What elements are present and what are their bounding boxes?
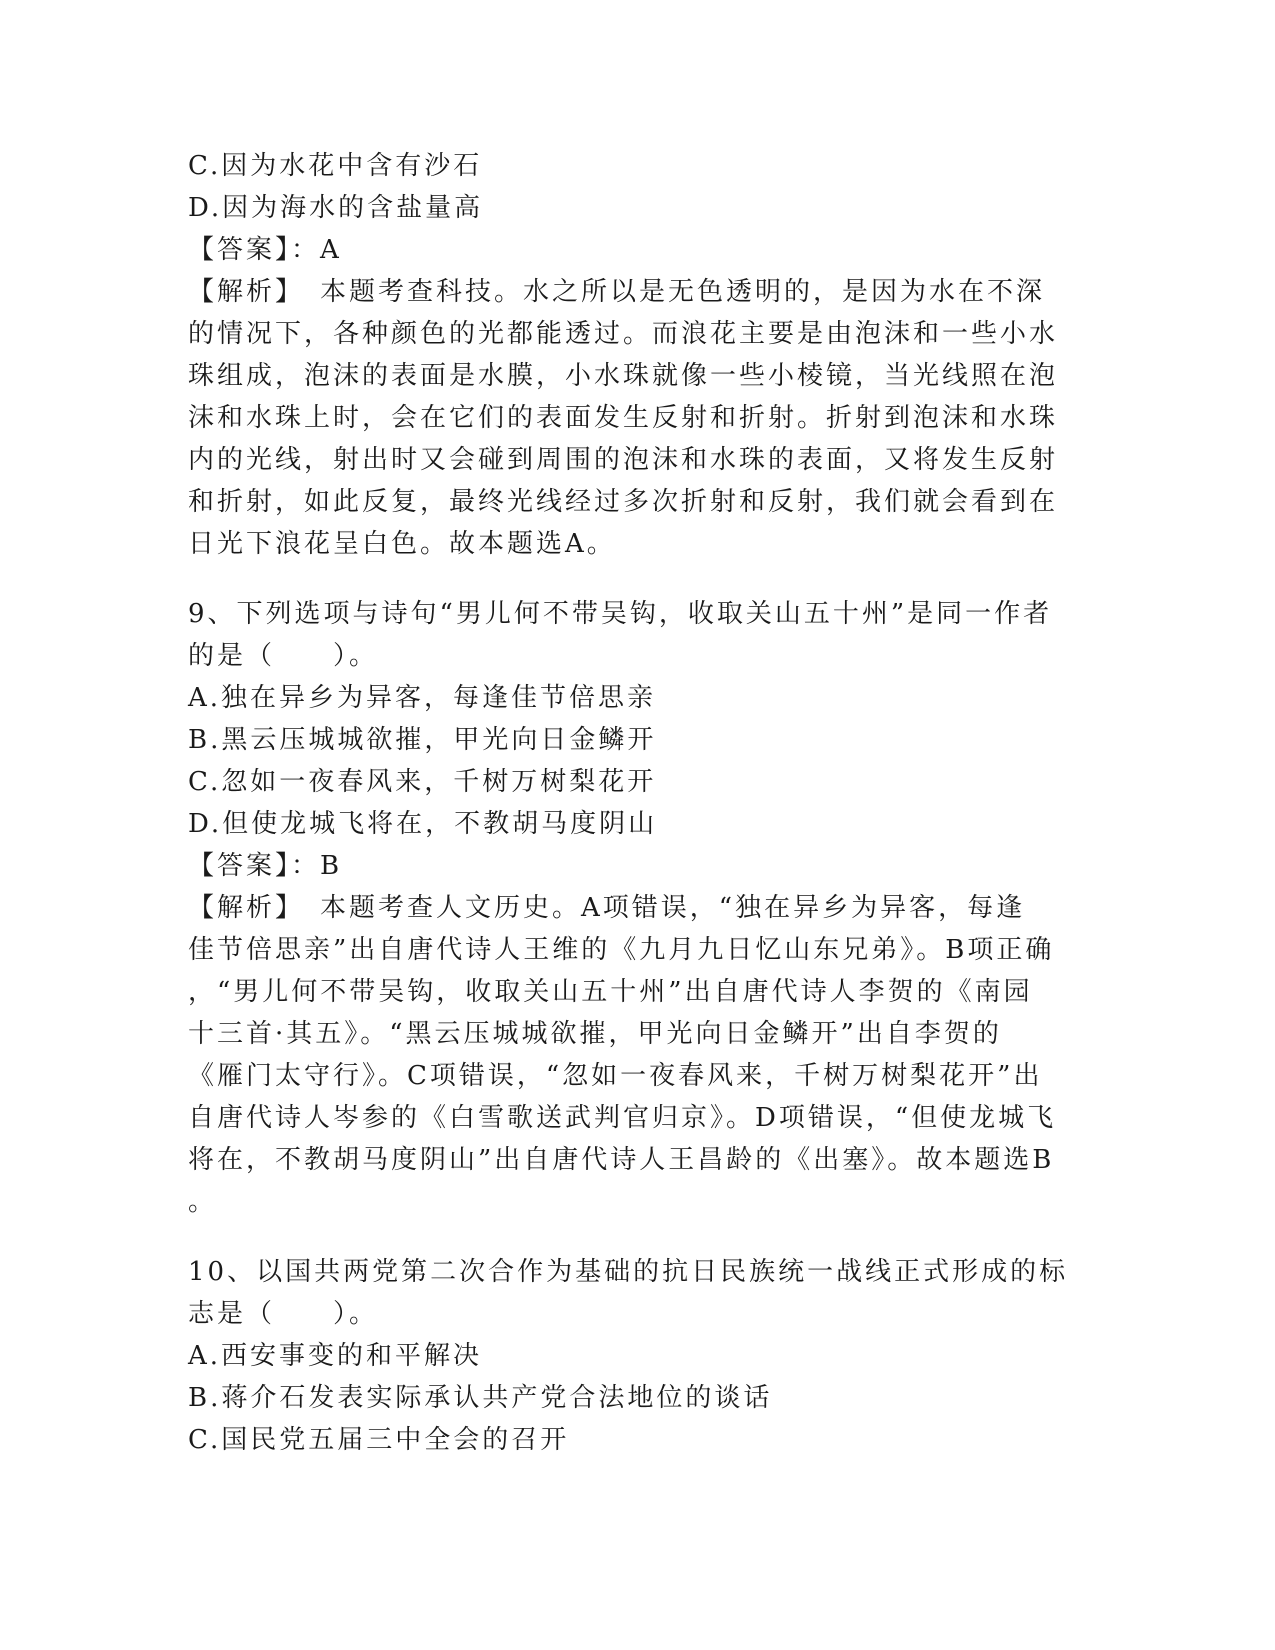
analysis-line: 的情况下，各种颜色的光都能透过。而浪花主要是由泡沫和一些小水 [188, 319, 1059, 349]
analysis-line: 和折射，如此反复，最终光线经过多次折射和反射，我们就会看到在 [188, 487, 1059, 517]
spacer [188, 565, 1088, 593]
question-stem: 9、下列选项与诗句“男儿何不带吴钩，收取关山五十州”是同一作者 [188, 599, 1053, 629]
option-b: B.蒋介石发表实际承认共产党合法地位的谈话 [188, 1383, 773, 1413]
option-c: C.国民党五届三中全会的召开 [188, 1425, 570, 1455]
prev-question [188, 145, 1088, 565]
spacer [188, 1223, 1088, 1251]
analysis-line: 将在，不教胡马度阴山”出自唐代诗人王昌龄的《出塞》。故本题选B [188, 1145, 1055, 1175]
question-9 [188, 593, 1088, 1223]
analysis-line: 珠组成，泡沫的表面是水膜，小水珠就像一些小棱镜，当光线照在泡 [188, 361, 1059, 391]
question-stem: 的是（ ）。 [188, 641, 379, 671]
option-b: B.黑云压城城欲摧，甲光向日金鳞开 [188, 725, 657, 755]
option-c: C.忽如一夜春风来，千树万树梨花开 [188, 767, 657, 797]
question-10 [188, 1251, 1088, 1461]
option-d: D.但使龙城飞将在，不教胡马度阴山 [188, 809, 658, 839]
analysis-line: 《雁门太守行》。C项错误，“忽如一夜春风来，千树万树梨花开”出 [188, 1061, 1043, 1091]
analysis [188, 887, 1088, 1223]
analysis [188, 271, 1088, 565]
analysis-line: 【解析】 本题考查人文历史。A项错误，“独在异乡为异客，每逢 [188, 893, 1026, 923]
option-a: A.独在异乡为异客，每逢佳节倍思亲 [188, 683, 657, 713]
question-stem: 志是（ ）。 [188, 1299, 379, 1329]
option-a: A.西安事变的和平解决 [188, 1341, 483, 1371]
option-c: C.因为水花中含有沙石 [188, 151, 483, 181]
answer: 【答案】：B [188, 851, 343, 881]
question-stem: 10、以国共两党第二次合作为基础的抗日民族统一战线正式形成的标 [188, 1257, 1069, 1287]
analysis-line: 佳节倍思亲”出自唐代诗人王维的《九月九日忆山东兄弟》。B项正确 [188, 935, 1055, 965]
analysis-line: 。 [188, 1187, 218, 1217]
analysis-line: 十三首·其五》。“黑云压城城欲摧，甲光向日金鳞开”出自李贺的 [188, 1019, 1002, 1049]
analysis-line: 内的光线，射出时又会碰到周围的泡沫和水珠的表面，又将发生反射 [188, 445, 1059, 475]
option-d: D.因为海水的含盐量高 [188, 193, 484, 223]
analysis-line: 日光下浪花呈白色。故本题选A。 [188, 529, 616, 559]
document-page [188, 145, 1088, 1461]
analysis-line: 自唐代诗人岑参的《白雪歌送武判官归京》。D项错误，“但使龙城飞 [188, 1103, 1057, 1133]
analysis-line: 沫和水珠上时，会在它们的表面发生反射和折射。折射到泡沫和水珠 [188, 403, 1059, 433]
analysis-line: 【解析】 本题考查科技。水之所以是无色透明的，是因为水在不深 [188, 277, 1046, 307]
analysis-line: ，“男儿何不带吴钩，收取关山五十州”出自唐代诗人李贺的《南园 [188, 977, 1033, 1007]
answer: 【答案】：A [188, 235, 342, 265]
